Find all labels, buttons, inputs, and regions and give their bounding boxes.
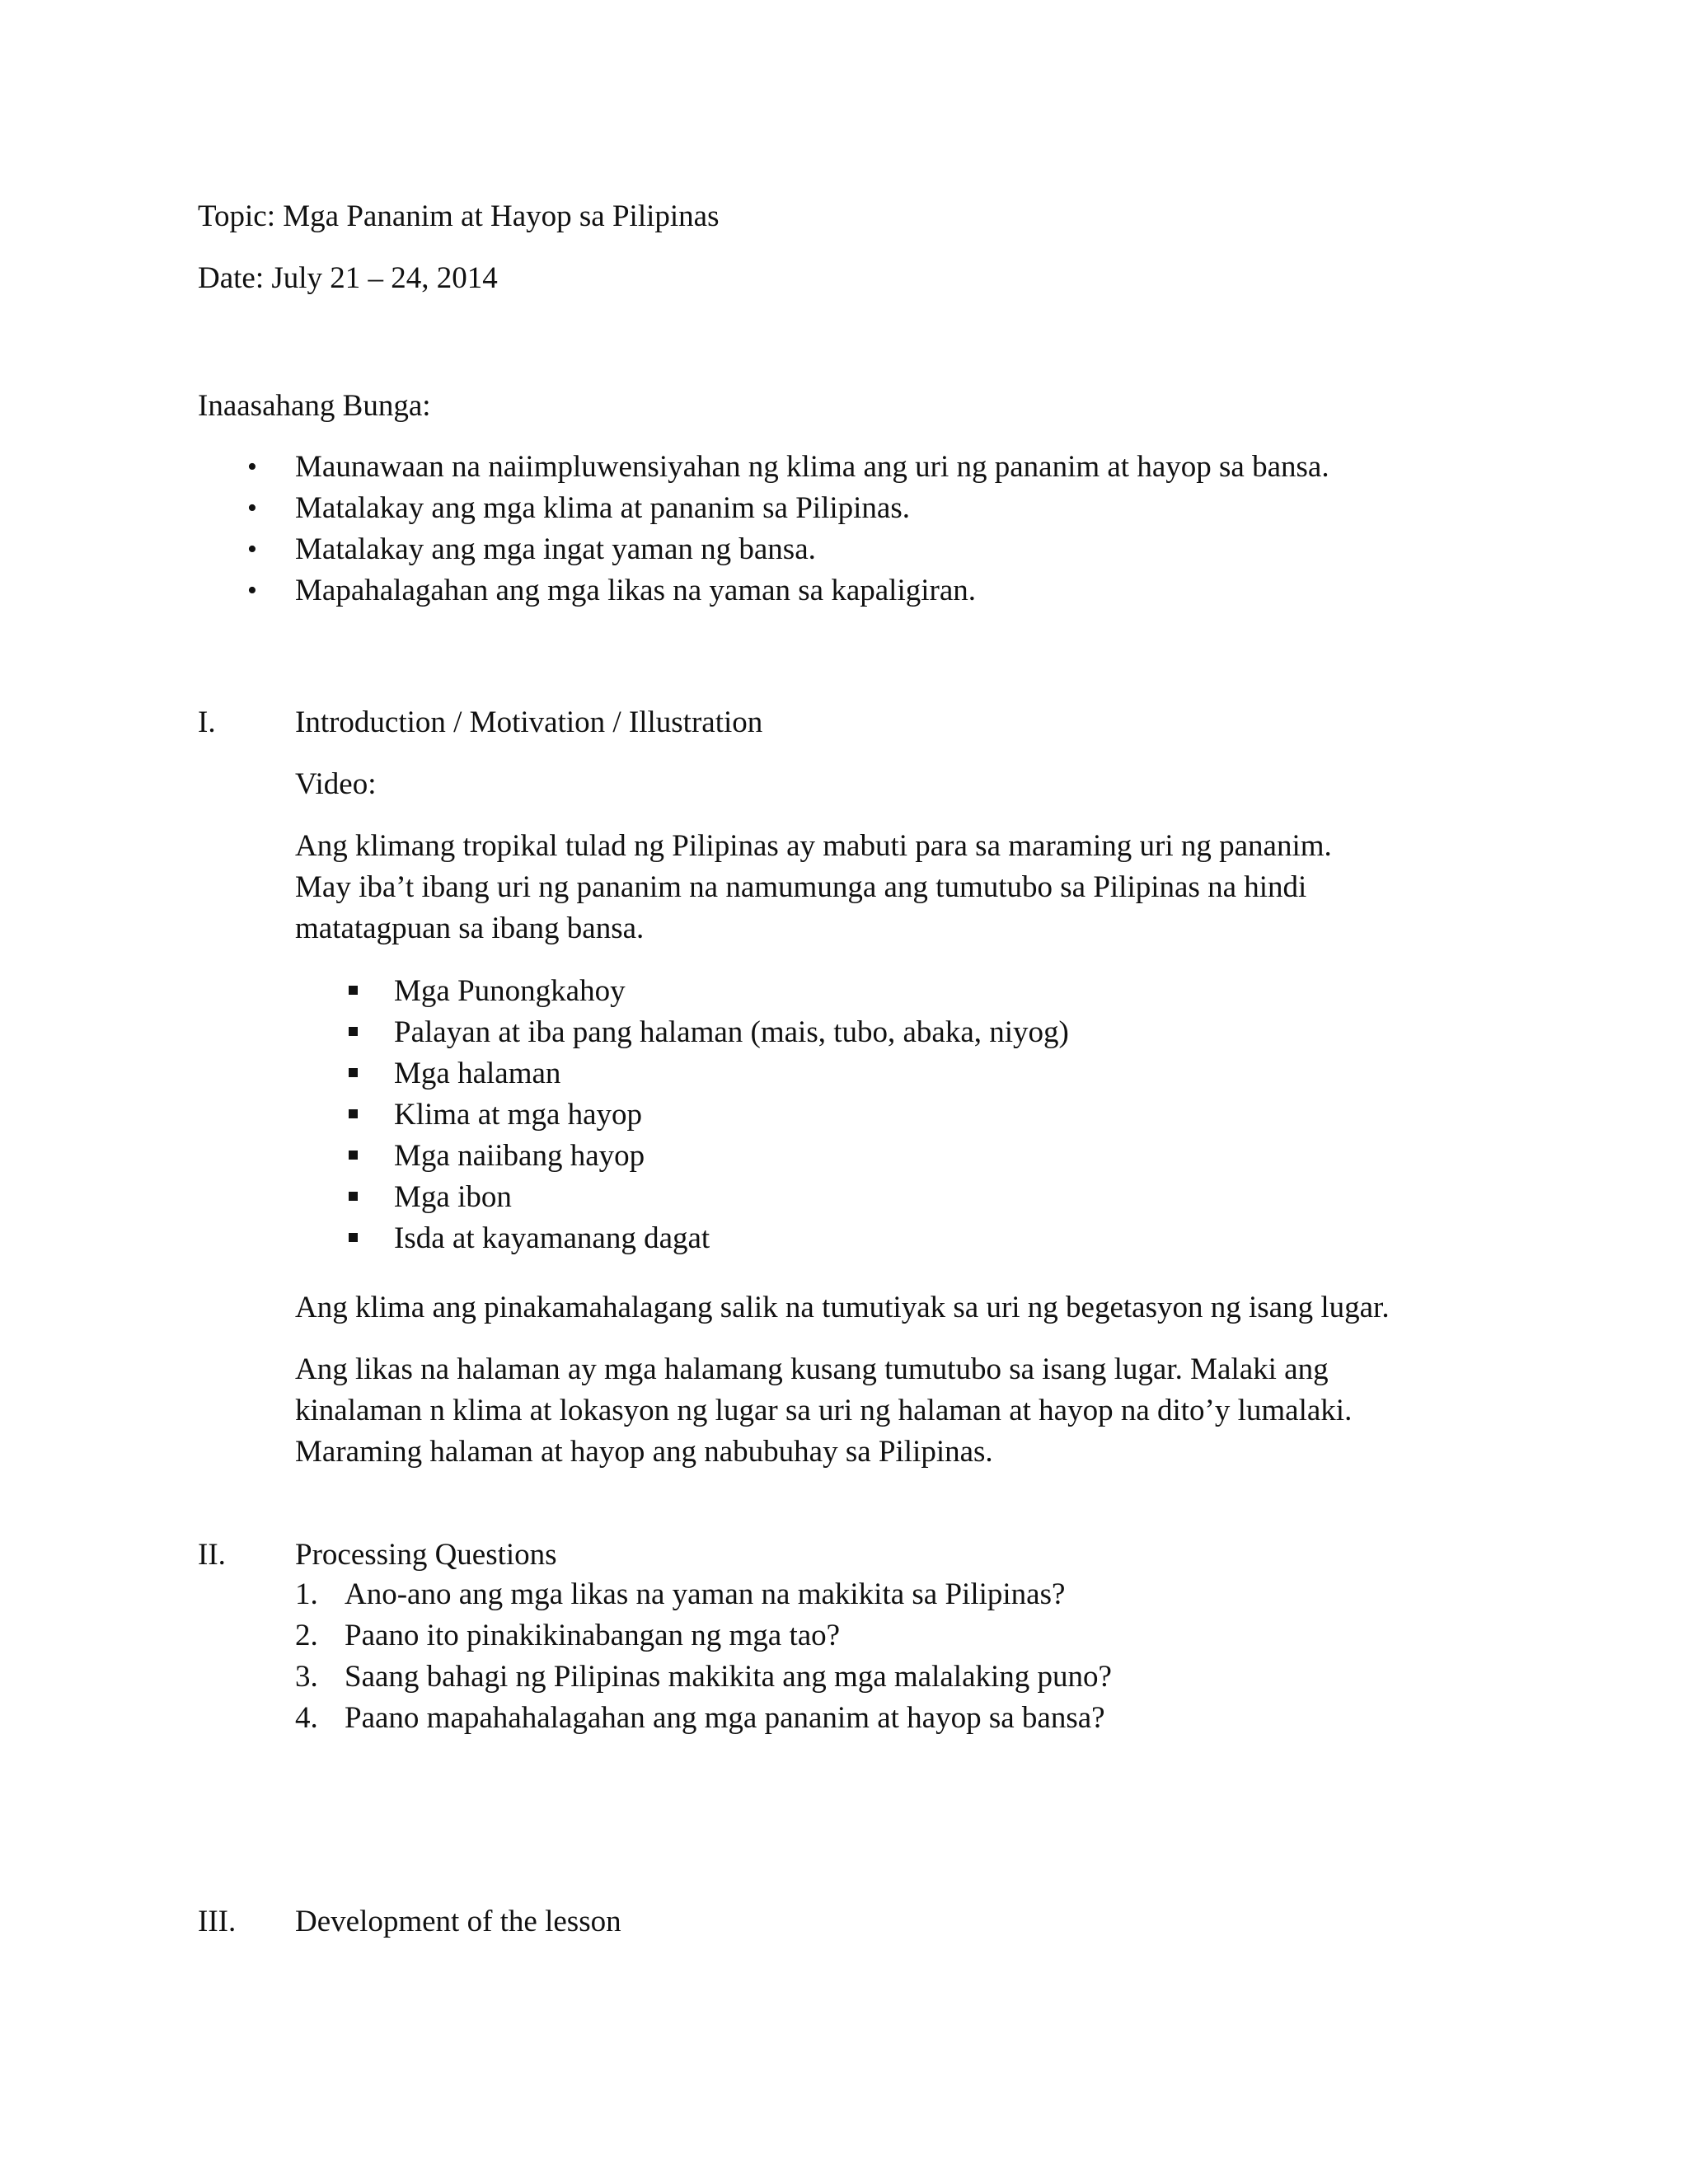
square-bullet-icon	[349, 1068, 358, 1077]
section-2-title: Processing Questions	[295, 1538, 557, 1572]
list-item	[295, 1698, 1112, 1739]
topic-text: Mga naiibang hayop	[394, 1139, 645, 1173]
square-bullet-icon	[349, 1027, 358, 1036]
question-text: Paano mapahahalagahan ang mga pananim at hayop sa bansa?	[345, 1701, 1105, 1735]
question-number: 2.	[295, 1619, 318, 1652]
square-bullet-icon	[349, 986, 358, 995]
list-item	[394, 1012, 1069, 1053]
natural-plants-paragraph-line-2: kinalaman n klima at lokasyon ng lugar sa uri ng halaman at hayop na dito’y lumalaki.	[295, 1394, 1353, 1427]
intro-paragraph-line-3: matatagpuan sa ibang bansa.	[295, 912, 645, 945]
list-item	[247, 447, 1329, 488]
section-3-number: III.	[198, 1905, 237, 1938]
square-bullet-icon	[349, 1192, 358, 1201]
square-bullet-icon	[349, 1109, 358, 1118]
question-text: Ano-ano ang mga likas na yaman na makikita sa Pilipinas?	[345, 1577, 1066, 1611]
list-item	[295, 1615, 1112, 1657]
section-1-title: Introduction / Motivation / Illustration	[295, 705, 763, 739]
square-bullet-icon	[349, 1151, 358, 1160]
outcome-text: Maunawaan na naiimpluwensiyahan ng klima ang uri ng pananim at hayop sa bansa.	[295, 450, 1329, 484]
list-item	[394, 1053, 1069, 1094]
list-item	[247, 488, 1329, 529]
question-text: Paano ito pinakikinabangan ng mga tao?	[345, 1619, 841, 1652]
bullet-icon: •	[247, 575, 257, 606]
topic-text: Mga halaman	[394, 1057, 561, 1090]
list-item	[394, 1177, 1069, 1218]
topic-text: Mga Punongkahoy	[394, 974, 626, 1008]
question-number: 1.	[295, 1577, 318, 1611]
bullet-icon: •	[247, 452, 257, 482]
question-number: 4.	[295, 1701, 318, 1735]
topic-text: Isda at kayamanang dagat	[394, 1221, 710, 1255]
bullet-icon: •	[247, 534, 257, 565]
question-number: 3.	[295, 1660, 318, 1694]
outcomes-list	[247, 447, 1329, 612]
question-text: Saang bahagi ng Pilipinas makikita ang mga malalaking puno?	[345, 1660, 1112, 1694]
topics-list	[394, 971, 1069, 1259]
topic-line: Topic: Mga Pananim at Hayop sa Pilipinas	[198, 199, 720, 233]
list-item	[295, 1574, 1112, 1615]
climate-paragraph: Ang klima ang pinakamahalagang salik na tumutiyak sa uri ng begetasyon ng isang lugar.	[295, 1291, 1390, 1324]
section-1-number: I.	[198, 705, 216, 739]
list-item	[295, 1657, 1112, 1698]
bullet-icon: •	[247, 493, 257, 523]
topic-text: Mga ibon	[394, 1180, 512, 1214]
list-item	[394, 971, 1069, 1012]
outcomes-heading: Inaasahang Bunga:	[198, 389, 431, 423]
topic-text: Klima at mga hayop	[394, 1098, 643, 1132]
section-2-number: II.	[198, 1538, 226, 1572]
date-line: Date: July 21 – 24, 2014	[198, 261, 498, 295]
list-item	[247, 529, 1329, 570]
intro-paragraph-line-2: May iba’t ibang uri ng pananim na namumunga ang tumutubo sa Pilipinas na hindi	[295, 870, 1307, 904]
outcome-text: Mapahalagahan ang mga likas na yaman sa kapaligiran.	[295, 574, 977, 607]
video-label: Video:	[295, 767, 377, 801]
list-item	[394, 1136, 1069, 1177]
square-bullet-icon	[349, 1233, 358, 1242]
intro-paragraph-line-1: Ang klimang tropikal tulad ng Pilipinas ay mabuti para sa maraming uri ng pananim.	[295, 829, 1332, 863]
natural-plants-paragraph-line-3: Maraming halaman at hayop ang nabubuhay sa Pilipinas.	[295, 1435, 993, 1469]
outcome-text: Matalakay ang mga klima at pananim sa Pilipinas.	[295, 491, 910, 525]
topic-text: Palayan at iba pang halaman (mais, tubo, abaka, niyog)	[394, 1015, 1069, 1049]
list-item	[394, 1218, 1069, 1259]
list-item	[394, 1094, 1069, 1136]
questions-list	[295, 1574, 1112, 1739]
section-3-title: Development of the lesson	[295, 1905, 621, 1938]
outcome-text: Matalakay ang mga ingat yaman ng bansa.	[295, 532, 816, 566]
list-item	[247, 570, 1329, 612]
natural-plants-paragraph-line-1: Ang likas na halaman ay mga halamang kusang tumutubo sa isang lugar. Malaki ang	[295, 1352, 1329, 1386]
